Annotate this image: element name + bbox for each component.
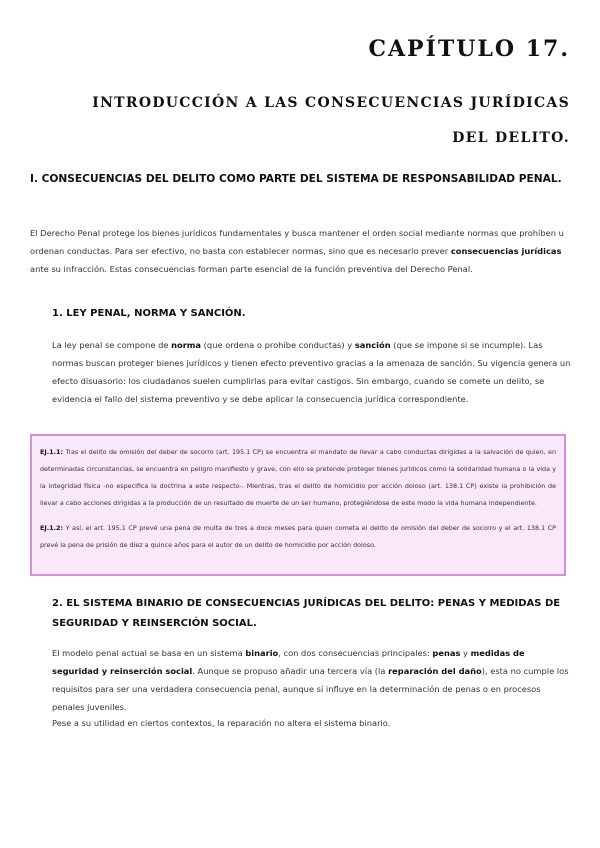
examples-box xyxy=(30,434,566,576)
text-run: El modelo penal actual se basa en un sistema xyxy=(52,648,246,658)
text-run: y xyxy=(460,648,471,658)
section-1-paragraph xyxy=(30,224,570,278)
bold-term: medidas de seguridad y reinserción social xyxy=(52,648,525,676)
text-run: La ley penal se compone de xyxy=(52,340,172,350)
example-label: EJ.1.2: xyxy=(40,524,64,532)
text-run: , con dos consecuencias principales: xyxy=(278,648,433,658)
bold-term: consecuencias jurídicas xyxy=(450,246,562,256)
example-label: EJ.1.1: xyxy=(40,448,64,456)
text-run: (que se impone si se incumple). Las normas buscan proteger bienes jurídicos y tienen efecto preventivo gracias a la amenaza de sanción. Su vigencia genera un efecto disuasorio: los ciudadanos suelen cumplirlas para evitar castigos. Sin embargo, cuando se comete un delito, se evidencia el fallo del sistema preventivo y se debe aplicar la consecuencia jurídica correspondiente. xyxy=(52,340,571,404)
text-run: (que ordena o prohíbe conductas) y xyxy=(201,340,355,350)
example-text: Y así, el art. 195.1 CP prevé una pena de multa de tres a doce meses para quien cometa el delito de omisión del deber de socorro y el art. 138.1 CP prevé la pena de prisión de diez a quince años para el autor de un delito de homicidio por acción doloso. xyxy=(40,524,556,549)
bold-term: penas xyxy=(432,648,461,658)
chapter-subtitle-line1: INTRODUCCIÓN A LAS CONSECUENCIAS JURÍDICAS xyxy=(92,95,570,111)
text-run: ante su infracción. Estas consecuencias forman parte esencial de la función preventiva del Derecho Penal. xyxy=(30,264,473,274)
subsection-2-paragraph xyxy=(52,644,572,716)
chapter-subtitle-line2: DEL DELITO. xyxy=(452,130,570,146)
text-run: . Aunque se propuso añadir una tercera vía (la xyxy=(192,666,389,676)
example-1-2 xyxy=(40,520,556,554)
section-1-title: I. CONSECUENCIAS DEL DELITO COMO PARTE DEL SISTEMA DE RESPONSABILIDAD PENAL. xyxy=(30,173,562,185)
bold-term: norma xyxy=(171,340,202,350)
bold-term: binario xyxy=(245,648,279,658)
subsection-2-paragraph-2: Pese a su utilidad en ciertos contextos, la reparación no altera el sistema binario. xyxy=(52,718,391,728)
example-1-1 xyxy=(40,444,556,512)
example-text: Tras el delito de omisión del deber de socorro (art. 195.1 CP) se encuentra el mandato de llevar a cabo conductas dirigidas a la salvación de quien, en determinadas circunstancias, se encuentra en peligro manifiesto y grave, con ello se pretende proteger bienes jurídicos como la solidaridad humana o la vida y la integridad física -no especifica la doctrina a este respecto-. Mientras, tras el delito de homicidio por acción doloso (art. 138.1 CP) existe la prohibición de llevar a cabo acciones dirigidas a la producción de un resultado de muerte de un ser humano, protegiéndose de este modo la vida humana independiente. xyxy=(40,448,556,507)
subsection-1-title: 1. LEY PENAL, NORMA Y SANCIÓN. xyxy=(52,308,246,319)
text-run: ), esta no cumple los requisitos para ser una verdadera consecuencia penal, aunque sí influye en la determinación de penas o en procesos penales juveniles. xyxy=(52,666,569,712)
chapter-title: CAPÍTULO 17. xyxy=(368,36,570,62)
subsection-2-title: 2. EL SISTEMA BINARIO DE CONSECUENCIAS JURÍDICAS DEL DELITO: PENAS Y MEDIDAS DE SEGURIDAD Y REINSERCIÓN SOCIAL. xyxy=(52,598,561,629)
bold-term: reparación del daño xyxy=(388,666,482,676)
text-run: El Derecho Penal protege los bienes jurídicos fundamentales y busca mantener el orden social mediante normas que prohíben u ordenan conductas. Para ser efectivo, no basta con establecer normas, sino que es necesario prever xyxy=(30,228,564,256)
subsection-1-paragraph xyxy=(52,336,572,408)
bold-term: sanción xyxy=(354,340,391,350)
